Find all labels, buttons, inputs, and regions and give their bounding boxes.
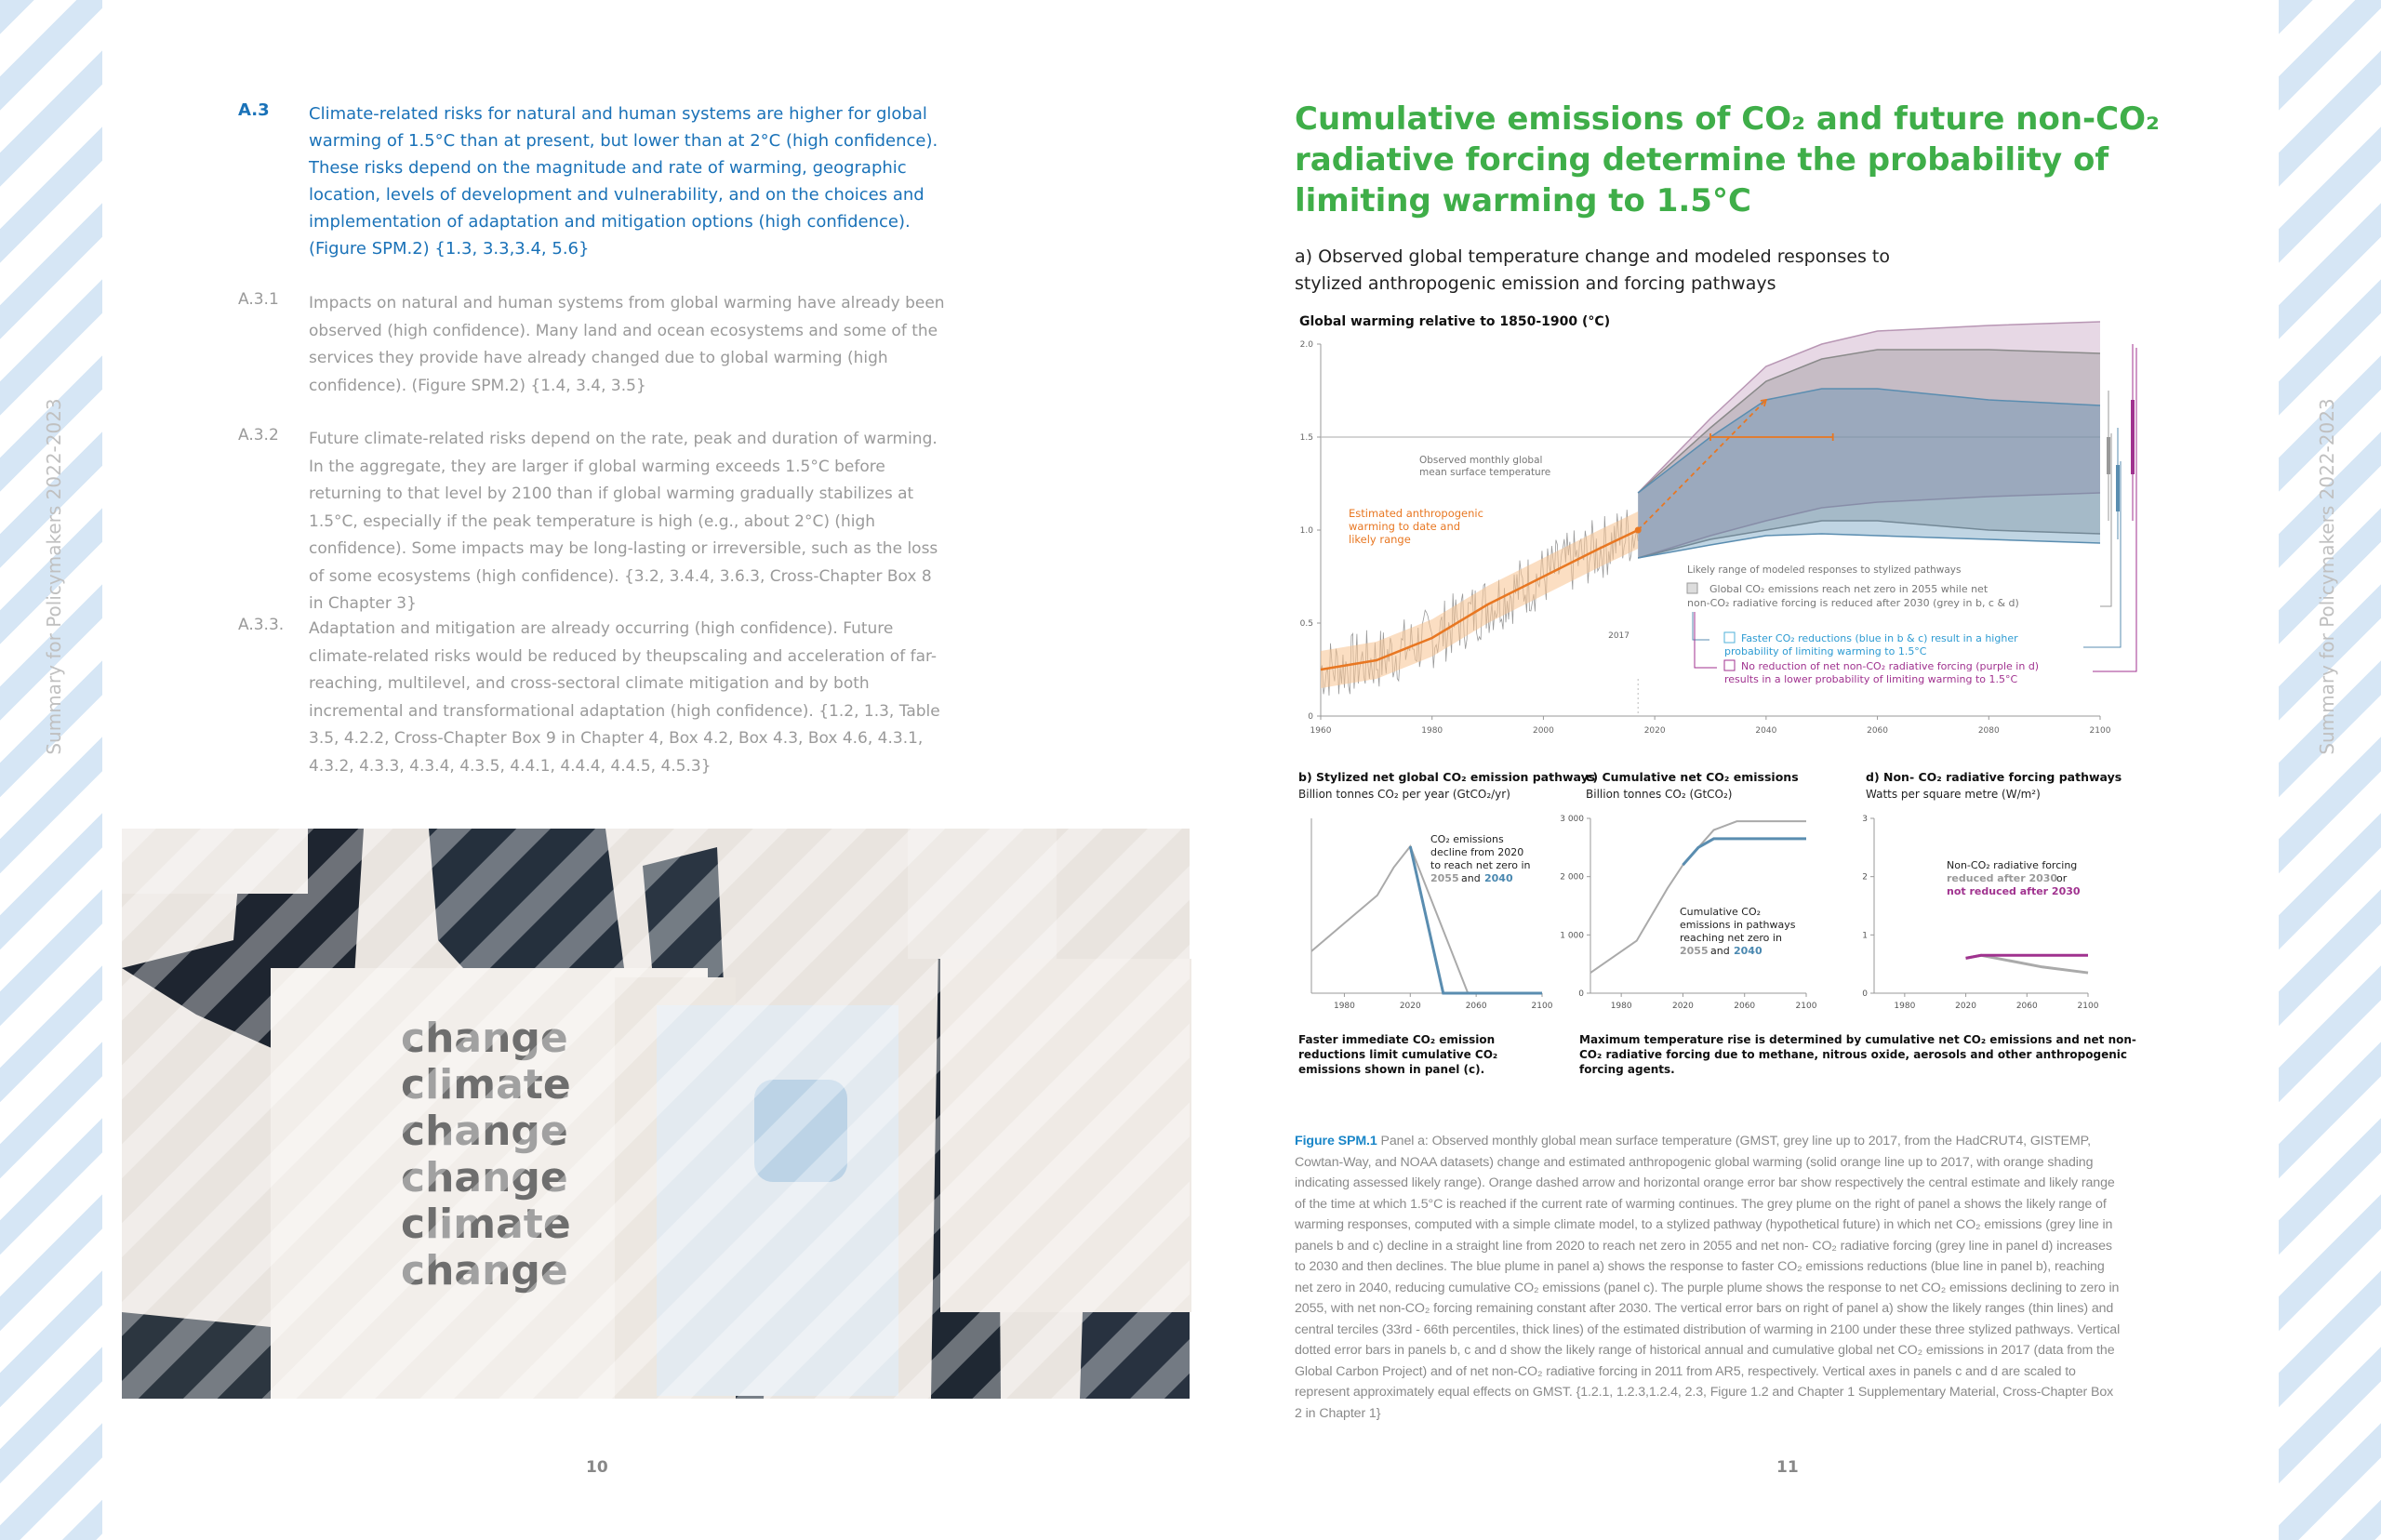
- panel-b-chart: [1298, 807, 1553, 1019]
- x-tick-label: 2100: [2077, 1002, 2099, 1011]
- panel-c-label-2040: 2040: [1734, 945, 1762, 957]
- panel-b-title: b) Stylized net global CO₂ emission pathways: [1298, 770, 1596, 784]
- panel-c-label: and: [1710, 945, 1730, 957]
- y-tick-label: 1 000: [1560, 931, 1584, 941]
- paragraph-text: Future climate-related risks depend on the rate, peak and duration of warming. In the aggregate, they are larger if global warming exceeds 1.5°C before returning to that level by 2100 than if global warming gradually stabilizes at 1.5°C, especially if the peak temperature is high (e.g., about 2°C) (high confidence). Some impacts may be long-lasting or irreversible, such as the loss of some ecosystems (high confidence). {3.2, 3.4.4, 3.6.3, Cross-Chapter Box 8 in Chapter 3}: [309, 430, 938, 613]
- x-tick-label: 2100: [1531, 1002, 1553, 1011]
- x-tick-label: 2060: [1465, 1002, 1487, 1011]
- paragraph-a31: [238, 290, 945, 400]
- x-tick-label: 2100: [1795, 1002, 1817, 1011]
- figure-title: Cumulative emissions of CO₂ and future non-CO₂ radiative forcing determine the probability of limiting warming to 1.5°C: [1295, 100, 2160, 219]
- x-tick-label: 2060: [2015, 1002, 2038, 1011]
- section-number: A.3: [238, 100, 270, 120]
- grey-legend-box: [1687, 583, 1697, 593]
- figure-caption: [1295, 1131, 2122, 1424]
- grey-pathway-label: Global CO₂ emissions reach net zero in 2055 while net: [1709, 583, 1989, 595]
- panel-b-label: and: [1461, 872, 1481, 884]
- panel-d-label: Non-CO₂ radiative forcing: [1947, 859, 2078, 871]
- panel-d-title: d) Non- CO₂ radiative forcing pathways: [1866, 770, 2122, 784]
- caption-text: Panel a: Observed monthly global mean surface temperature (GMST, grey line up to 2017, from the HadCRUT4, GISTEMP, Cowtan-Way, and NOAA datasets) change and estimated anthropogenic global warming (solid orange line up to 2017, with orange shading indicating assessed likely range). Orange dashed arrow and horizontal orange error bar show respectively the central estimate and likely range of the time at which 1.5°C is reached if the current rate of warming continues. The grey plume on the right of panel a shows the likely range of warming responses, computed with a simple climate model, to a stylized pathway (hypothetical future) in which net CO₂ emissions (grey line in panels b and c) decline in a straight line from 2020 to reach net zero in 2055 and net non- CO₂ radiative forcing (grey line in panel d) increases to 2030 and then declines. The blue plume in panel a) shows the response to faster CO₂ emissions reductions (blue line in panel b), reaching net zero in 2040, reducing cumulative CO₂ emissions (panel c). The purple plume shows the response to net CO₂ emissions declining to zero in 2055, with net non-CO₂ forcing remaining constant after 2030. The vertical error bars on right of panel a) show the likely ranges (thin lines) and central terciles (33rd - 66th percentiles, thick lines) of the estimated distribution of warming in 2100 under these three stylized pathways. Vertical dotted error bars in panels b, c and d show the likely range of historical annual and cumulative global net CO₂ emissions in 2017 (data from the Global Carbon Project) and of net non-CO₂ radiative forcing in 2011 from AR5, respectively. Vertical axes in panels c and d are scaled to represent approximately equal effects on GMST. {1.2.1, 1.2.3,1.2.4, 2.3, Figure 1.2 and Chapter 1 Supplementary Material, Cross-Chapter Box 2 in Chapter 1}: [1295, 1134, 2121, 1421]
- note-maximum-temperature: Maximum temperature rise is determined by cumulative net CO₂ emissions and net non-CO₂ radiative forcing due to methane, nitrous oxide, aerosols and other anthropogenic forcing agents.: [1579, 1033, 2136, 1076]
- purple-tercile: [2131, 400, 2135, 474]
- purple-legend-box: [1724, 660, 1735, 670]
- panel-c-label: Cumulative CO₂: [1680, 906, 1762, 918]
- panel-b-label: to reach net zero in: [1430, 859, 1531, 871]
- purple-pathway-label: results in a lower probability of limiting warming to 1.5°C: [1724, 673, 2018, 685]
- y-tick-label: 1.0: [1299, 526, 1313, 536]
- paragraph-number: A.3.3.: [238, 616, 285, 634]
- panel-d-label: or: [2056, 872, 2068, 884]
- left-stripe-decoration: [0, 0, 102, 1540]
- section-a3: [238, 100, 945, 262]
- x-tick-label: 1980: [1421, 726, 1443, 736]
- y-tick-label: 3: [1862, 815, 1868, 824]
- x-tick-label: 1980: [1610, 1002, 1632, 1011]
- panel-c-unit: Billion tonnes CO₂ (GtCO₂): [1586, 788, 1733, 801]
- likely-range-label: Likely range of modeled responses to stylized pathways: [1687, 564, 1962, 576]
- y-tick-label: 0: [1308, 712, 1313, 722]
- paragraph-a33: [238, 616, 945, 780]
- x-tick-label: 2100: [2089, 726, 2111, 736]
- x-tick-label: 2020: [1955, 1002, 1977, 1011]
- panel-d-chart: [1837, 807, 2102, 1019]
- series-line-0: [1966, 955, 2088, 973]
- page-number-right: 11: [1776, 1458, 1799, 1477]
- paragraph-number: A.3.1: [238, 290, 279, 309]
- purple-pathway-label: No reduction of net non-CO₂ radiative forcing (purple in d): [1741, 660, 2040, 672]
- page-number-left: 10: [586, 1458, 608, 1477]
- y-tick-label: 1.5: [1299, 433, 1313, 443]
- year-2017-label: 2017: [1608, 631, 1629, 641]
- panel-c-chart: [1553, 807, 1817, 1019]
- blue-tercile: [2116, 465, 2120, 511]
- blue-connector: [1693, 612, 1709, 640]
- paragraph-a32: [238, 426, 945, 618]
- figure-subtitle: a) Observed global temperature change and modeled responses to stylized anthropogenic emission and forcing pathways: [1295, 246, 1891, 294]
- panel-c-label: emissions in pathways: [1680, 919, 1796, 931]
- right-stripe-decoration: [2279, 0, 2381, 1540]
- x-tick-label: 2040: [1755, 726, 1777, 736]
- panel-b-label-2040: 2040: [1484, 872, 1513, 884]
- blue-legend-box: [1724, 632, 1735, 643]
- x-tick-label: 1980: [1894, 1002, 1916, 1011]
- estimated-label: Estimated anthropogenic: [1349, 507, 1483, 520]
- panel-d-label-grey: reduced after 2030: [1947, 872, 2058, 884]
- panel-d-label-purple: not reduced after 2030: [1947, 885, 2081, 897]
- x-tick-label: 2020: [1671, 1002, 1694, 1011]
- x-tick-label: 1980: [1333, 1002, 1355, 1011]
- y-tick-label: 3 000: [1560, 815, 1584, 824]
- x-tick-label: 1960: [1310, 726, 1332, 736]
- estimated-label: likely range: [1349, 533, 1411, 546]
- x-tick-label: 2020: [1399, 1002, 1421, 1011]
- panel-b-label-2055: 2055: [1430, 872, 1459, 884]
- estimated-label: warming to date and: [1349, 520, 1461, 533]
- grey-pathway-label: non-CO₂ radiative forcing is reduced after 2030 (grey in b, c & d): [1687, 597, 2019, 609]
- panel-c-title: c) Cumulative net CO₂ emissions: [1586, 770, 1799, 784]
- panel-d-unit: Watts per square metre (W/m²): [1866, 788, 2041, 801]
- climate-change-poster-photo: [122, 829, 1190, 1399]
- paragraph-number: A.3.2: [238, 426, 279, 445]
- blue-plume: [1638, 389, 2100, 558]
- panel-c-label-2055: 2055: [1680, 945, 1709, 957]
- panel-a-title: Global warming relative to 1850-1900 (°C): [1299, 314, 1611, 329]
- y-tick-label: 2 000: [1560, 872, 1584, 883]
- y-tick-label: 0: [1578, 989, 1584, 999]
- y-tick-label: 1: [1862, 931, 1868, 941]
- grey-tercile: [2107, 437, 2110, 474]
- x-tick-label: 2080: [1977, 726, 2000, 736]
- x-tick-label: 2020: [1643, 726, 1666, 736]
- panel-b-label: decline from 2020: [1430, 846, 1524, 858]
- paragraph-text: Impacts on natural and human systems from global warming have already been observed (high confidence). Many land and ocean ecosystems and some of the services they provide have already changed due to global warming (high confidence). (Figure SPM.2) {1.4, 3.4, 3.5}: [309, 294, 945, 395]
- panel-b-unit: Billion tonnes CO₂ per year (GtCO₂/yr): [1298, 788, 1510, 801]
- caption-label: Figure SPM.1: [1295, 1134, 1377, 1148]
- note-faster-reductions: Faster immediate CO₂ emission reductions limit cumulative CO₂ emissions shown in panel (c).: [1298, 1033, 1498, 1076]
- panel-c-label: reaching net zero in: [1680, 932, 1782, 944]
- blue-pathway-label: Faster CO₂ reductions (blue in b & c) result in a higher: [1741, 632, 2018, 644]
- x-tick-label: 2000: [1532, 726, 1554, 736]
- panel-a-chart: [1293, 331, 2158, 750]
- y-tick-label: 2: [1862, 872, 1868, 883]
- y-tick-label: 2.0: [1299, 340, 1313, 350]
- y-tick-label: 0.5: [1299, 619, 1313, 629]
- section-text: Climate-related risks for natural and human systems are higher for global warming of 1.5°C than at present, but lower than at 2°C (high confidence). These risks depend on the magnitude and rate of warming, geographic location, levels of development and vulnerability, and on the choices and implementation of adaptation and mitigation options (high confidence). (Figure SPM.2) {1.3, 3.3,3.4, 5.6}: [309, 104, 938, 259]
- blue-pathway-label: probability of limiting warming to 1.5°C: [1724, 645, 1927, 657]
- observed-label: mean surface temperature: [1419, 467, 1551, 478]
- y-tick-label: 0: [1862, 989, 1868, 999]
- x-tick-label: 2060: [1734, 1002, 1756, 1011]
- panel-b-label: CO₂ emissions: [1430, 833, 1504, 845]
- paragraph-text: Adaptation and mitigation are already occurring (high confidence). Future climate-related risks would be reduced by theupscaling and acceleration of far-reaching, multilevel, and cross-sectoral climate mitigation and by both incremental and transformational adaptation (high confidence). {1.2, 1.3, Table 3.5, 4.2.2, Cross-Chapter Box 9 in Chapter 4, Box 4.2, Box 4.3, Box 4.6, 4.3.1, 4.3.2, 4.3.3, 4.3.4, 4.3.5, 4.4.1, 4.4.4, 4.4.5, 4.5.3}: [309, 619, 940, 776]
- observed-label: Observed monthly global: [1419, 455, 1543, 466]
- x-tick-label: 2060: [1867, 726, 1889, 736]
